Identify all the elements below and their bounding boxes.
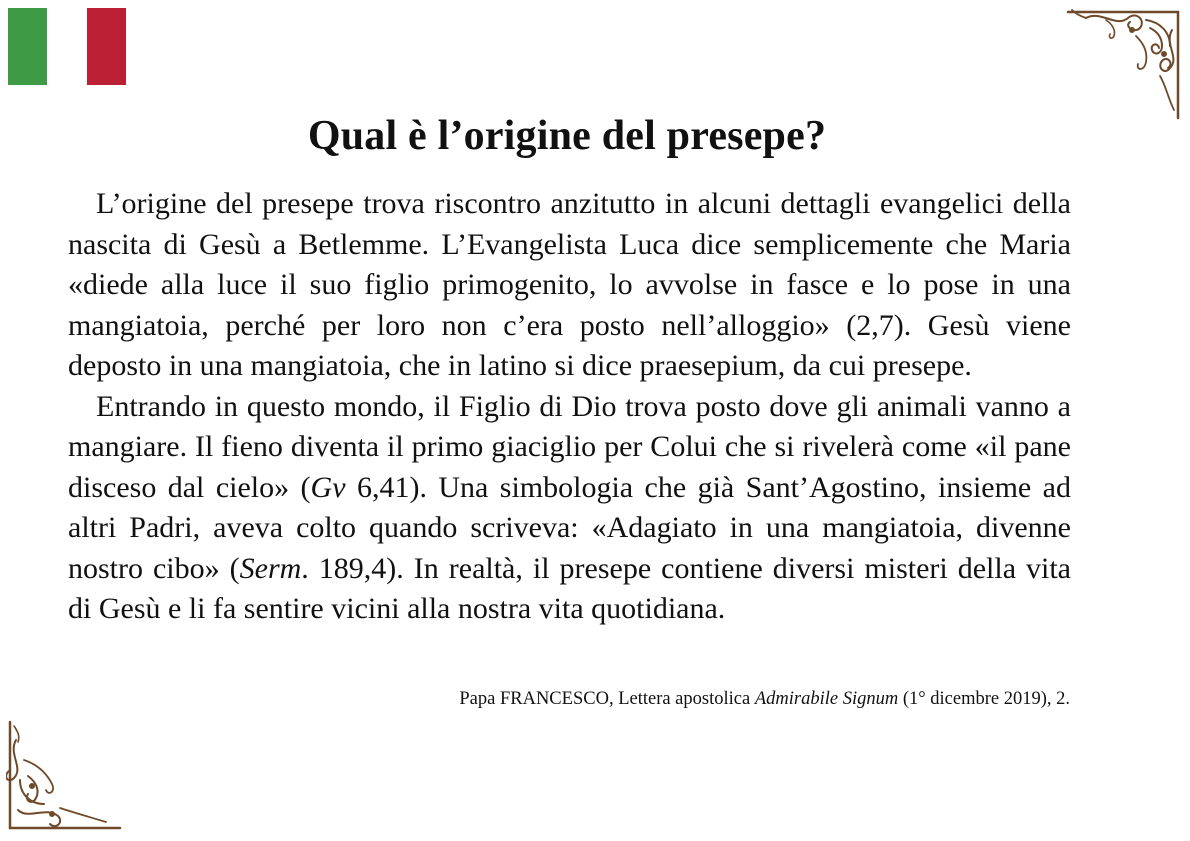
corner-ornament-top-right-icon [1066, 6, 1184, 120]
sermon-reference: Serm [239, 551, 302, 585]
paragraph-2-part-2: 6,41). Una simbologia che già Sant’Agostino, insieme ad altri Padri, aveva colto quando scriveva: «Adagiato in una mangiatoia, divenne nostro cibo» ( [68, 470, 1071, 585]
page-title: Qual è l’origine del presepe? [307, 113, 827, 159]
citation-prefix: Papa FRANCESCO, Lettera apostolica [459, 689, 755, 709]
flag-stripe-red [87, 8, 126, 85]
paragraph-2 [68, 387, 1071, 630]
citation-title: Admirabile Signum [754, 689, 899, 709]
flag-stripe-white [47, 8, 87, 85]
paragraph-2-part-1: Entrando in questo mondo, il Figlio di Dio trova posto dove gli animali vanno a mangiare. Il fieno diventa il primo giaciglio per Colui che si rivelerà come «il pane disceso dal cielo» ( [68, 389, 1071, 504]
main-text [68, 184, 1071, 630]
corner-ornament-bottom-left-icon [6, 720, 124, 834]
paragraph-1: L’origine del presepe trova riscontro anzitutto in alcuni dettagli evangelici della nascita di Gesù a Betlemme. L’Evangelista Luca dice semplicemente che Maria «diede alla luce il suo figlio primogenito, lo avvolse in fasce e lo pose in una mangiatoia, perché per loro non c’era posto nell’alloggio» (2,7). Gesù viene deposto in una mangiatoia, che in latino si dice praesepium, da cui presepe. [68, 187, 1071, 382]
flag-stripe-green [8, 8, 47, 85]
paragraph-2-part-3: . 189,4). In realtà, il presepe contiene diversi misteri della vita di Gesù e li fa sentire vicini alla nostra vita quotidiana. [68, 551, 1071, 625]
italian-flag-icon [8, 8, 126, 85]
citation-suffix: (1° dicembre 2019), 2. [898, 689, 1070, 709]
gospel-reference: Gv [310, 470, 346, 504]
citation [459, 686, 1070, 712]
